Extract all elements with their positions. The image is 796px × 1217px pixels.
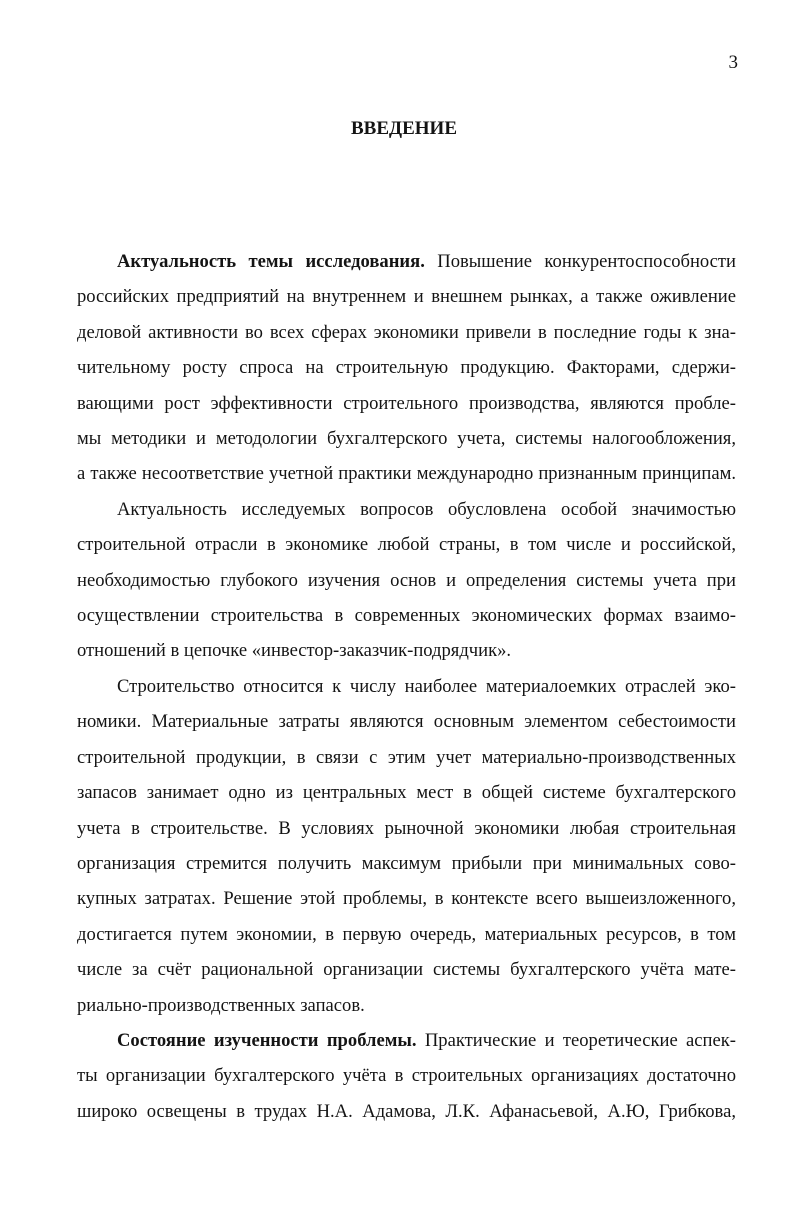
paragraph-relevance-questions — [77, 492, 736, 669]
paragraph-lead: Актуальность темы исследования. — [117, 251, 425, 272]
body-text — [77, 244, 736, 1129]
text-line: широко освещены в трудах Н.А. Адамова, Л.К. Афанасьевой, А.Ю, Грибкова, — [77, 1100, 736, 1122]
text-line: а также несоответствие учетной практики международно признанным принципам. — [77, 463, 736, 485]
paragraph-relevance — [77, 244, 736, 492]
text-line: числе за счёт рациональной организации системы бухгалтерского учёта мате- — [77, 959, 736, 981]
page-number: 3 — [728, 52, 738, 73]
paragraph-lead: Состояние изученности проблемы. — [117, 1029, 417, 1051]
text-line: запасов занимает одно из центральных мест в общей системе бухгалтерского — [77, 782, 736, 804]
text-line: деловой активности во всех сферах экономики привели в последние годы к зна- — [77, 321, 736, 343]
text-line: организация стремится получить максимум прибыли при минимальных сово- — [77, 852, 736, 874]
page-title: ВВЕДЕНИЕ — [351, 118, 457, 139]
text-line: строительной продукции, в связи с этим учет материально-производственных — [77, 746, 736, 768]
text-line: Актуальность темы исследования. Повышение конкурентоспособности — [117, 251, 736, 272]
text-line: отношений в цепочке «инвестор-заказчик-подрядчик». — [77, 640, 512, 662]
text-line: Актуальность исследуемых вопросов обусловлена особой значимостью — [117, 498, 736, 520]
paragraph-construction — [77, 669, 736, 1023]
text-line: ты организации бухгалтерского учёта в строительных организациях достаточно — [77, 1065, 736, 1087]
text-line: мы методики и методологии бухгалтерского учета, системы налогообложения, — [77, 428, 736, 450]
paragraph-state-of-study — [77, 1023, 736, 1129]
text-line: Строительство относится к числу наиболее материалоемких отраслей эко- — [117, 675, 736, 697]
text-line: строительной отрасли в экономике любой страны, в том числе и российской, — [77, 534, 736, 556]
text-line: осуществлении строительства в современных экономических формах взаимо- — [77, 605, 736, 627]
text-line: купных затратах. Решение этой проблемы, в контексте всего вышеизложенного, — [77, 888, 736, 910]
text-line: российских предприятий на внутреннем и внешнем рынках, а также оживление — [77, 286, 736, 308]
text-line: достигается путем экономии, в первую очередь, материальных ресурсов, в том — [77, 923, 736, 945]
text-line: необходимостью глубокого изучения основ и определения системы учета при — [77, 569, 736, 591]
text-line: чительному росту спроса на строительную продукцию. Факторами, сдержи- — [77, 357, 736, 379]
text-line: номики. Материальные затраты являются основным элементом себестоимости — [77, 711, 736, 733]
text-line: вающими рост эффективности строительного производства, являются пробле- — [77, 392, 736, 414]
text-line: учета в строительстве. В условиях рыночной экономики любая строительная — [77, 817, 736, 839]
text-line: риально-производственных запасов. — [77, 994, 365, 1016]
text-line: Состояние изученности проблемы. Практические и теоретические аспек- — [117, 1029, 736, 1051]
